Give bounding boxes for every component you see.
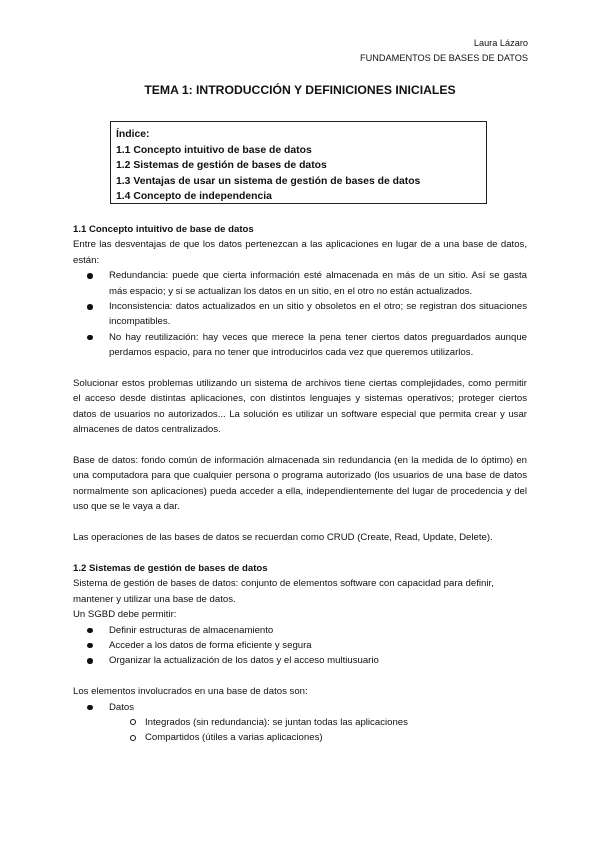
paragraph: Los elementos involucrados en una base de datos son:: [73, 686, 308, 698]
index-item: 1.4 Concepto de independencia: [116, 191, 272, 202]
list-item: Organizar la actualización de los datos y el acceso multiusuario: [73, 653, 527, 668]
sub-list-item: Integrados (sin redundancia): se juntan todas las aplicaciones: [73, 715, 527, 730]
paragraph: Un SGBD debe permitir:: [73, 609, 177, 621]
section-heading-1-1: 1.1 Concepto intuitivo de base de datos: [73, 224, 254, 235]
header-course: FUNDAMENTOS DE BASES DE DATOS: [360, 53, 528, 63]
document-body: [73, 222, 527, 746]
index-item: 1.2 Sistemas de gestión de bases de datos: [116, 160, 327, 171]
list-item-label: Datos: [109, 701, 135, 713]
index-heading: Índice:: [116, 129, 150, 140]
bullet-list: [73, 700, 527, 715]
sub-list-item: Compartidos (útiles a varias aplicaciones): [73, 730, 527, 745]
index-item: 1.1 Concepto intuitivo de base de datos: [116, 144, 312, 156]
list-item: Acceder a los datos de forma eficiente y segura: [73, 638, 527, 653]
document-title: TEMA 1: INTRODUCCIÓN Y DEFINICIONES INICIALES: [144, 83, 456, 97]
list-item: Definir estructuras de almacenamiento: [73, 623, 527, 638]
section-heading-1-2: 1.2 Sistemas de gestión de bases de datos: [73, 562, 268, 574]
index-item: 1.3 Ventajas de usar un sistema de gestión de bases de datos: [116, 175, 421, 187]
list-item: [73, 700, 527, 715]
header-author: Laura Lázaro: [473, 38, 528, 48]
list-item: No hay reutilización: hay veces que merece la pena tener ciertos datos preguardados aunque perdamos espacio, para no tener que introducirlos cada vez que queremos utilizarlos.: [73, 330, 527, 361]
paragraph: Entre las desventajas de que los datos pertenezcan a las aplicaciones en lugar de a una base de datos, están:: [73, 239, 527, 266]
bullet-list: [73, 623, 527, 669]
paragraph: Base de datos: fondo común de información almacenada sin redundancia (en la medida de lo óptimo) en una computadora para que cualquier persona o programa autorizado (los usuarios de una base de datos normalmente son aplicaciones) pueda acceder a ella, independientemente del lugar de procedencia y del uso que se le vaya a dar.: [73, 455, 527, 513]
paragraph: Solucionar estos problemas utilizando un sistema de archivos tiene ciertas complejidades, como permitir el acceso desde distintas aplicaciones, con distintos lenguajes y sistemas operativos; proteger ciertos datos de usuarios no autorizados... La solución es utilizar un software especial que permita crear y usar almacenes de datos centralizados.: [73, 378, 527, 436]
list-item: Redundancia: puede que cierta información esté almacenada en más de un sitio. Así se gasta más espacio; y si se actualizan los datos en un sitio, en el otro no están actualizados.: [73, 268, 527, 299]
index-box: [110, 121, 487, 204]
paragraph: Las operaciones de las bases de datos se recuerdan como CRUD (Create, Read, Update, Delete).: [73, 532, 493, 544]
bullet-list: [73, 268, 527, 360]
sub-bullet-list: [73, 715, 527, 746]
list-item: Inconsistencia: datos actualizados en un sitio y obsoletos en el otro; se registran dos situaciones incompatibles.: [73, 299, 527, 330]
paragraph: Sistema de gestión de bases de datos: conjunto de elementos software con capacidad para definir, mantener y utilizar una base de datos.: [73, 578, 494, 605]
